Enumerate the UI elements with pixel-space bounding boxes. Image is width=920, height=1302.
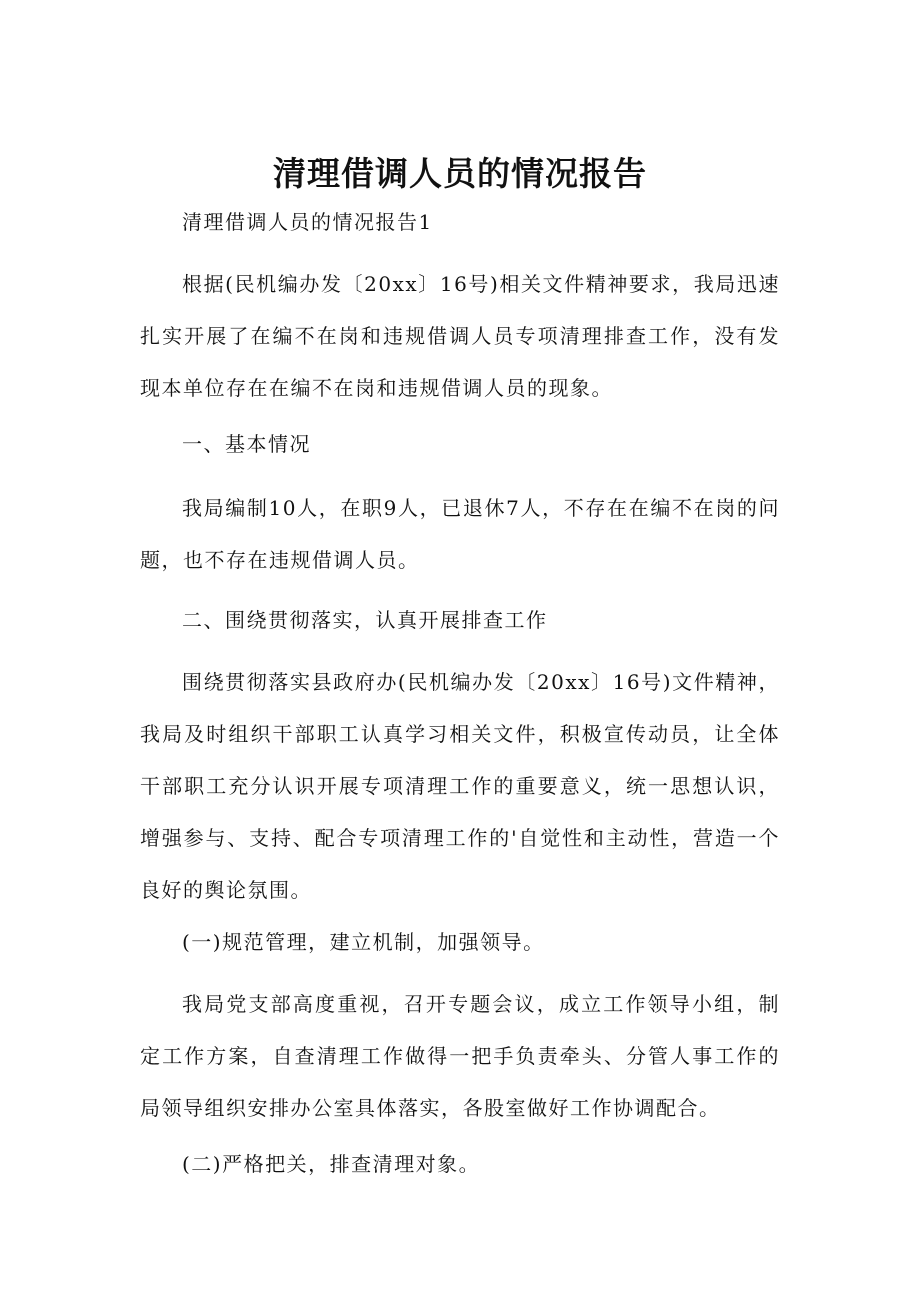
section-heading-basic: 一、基本情况 bbox=[182, 432, 311, 456]
paragraph-management: 我局党支部高度重视，召开专题会议，成立工作领导小组，制定工作方案，自查清理工作做得一把手负责牵头、分管人事工作的局领导组织安排办公室具体落实，各股室做好工作协调配合。 bbox=[140, 992, 780, 1120]
paragraph-implementation: 围绕贯彻落实县政府办(民机编办发〔20xx〕16号)文件精神，我局及时组织干部职工认真学习相关文件，积极宣传动员，让全体干部职工充分认识开展专项清理工作的重要意义，统一思想认识，增强参与、支持、配合专项清理工作的'自觉性和主动性，营造一个良好的舆论氛围。 bbox=[140, 670, 780, 902]
document-title: 清理借调人员的情况报告 bbox=[273, 154, 647, 193]
paragraph-staffing: 我局编制10人，在职9人，已退休7人，不存在在编不在岗的问题，也不存在违规借调人员。 bbox=[140, 496, 780, 572]
report-subtitle: 清理借调人员的情况报告1 bbox=[182, 210, 433, 234]
section-heading-implementation: 二、围绕贯彻落实，认真开展排查工作 bbox=[182, 608, 548, 632]
subsection-heading-screening: (二)严格把关，排查清理对象。 bbox=[182, 1152, 481, 1176]
paragraph-intro: 根据(民机编办发〔20xx〕16号)相关文件精神要求，我局迅速扎实开展了在编不在岗和违规借调人员专项清理排查工作，没有发现本单位存在在编不在岗和违规借调人员的现象。 bbox=[140, 272, 780, 400]
subsection-heading-management: (一)规范管理，建立机制，加强领导。 bbox=[182, 930, 545, 954]
